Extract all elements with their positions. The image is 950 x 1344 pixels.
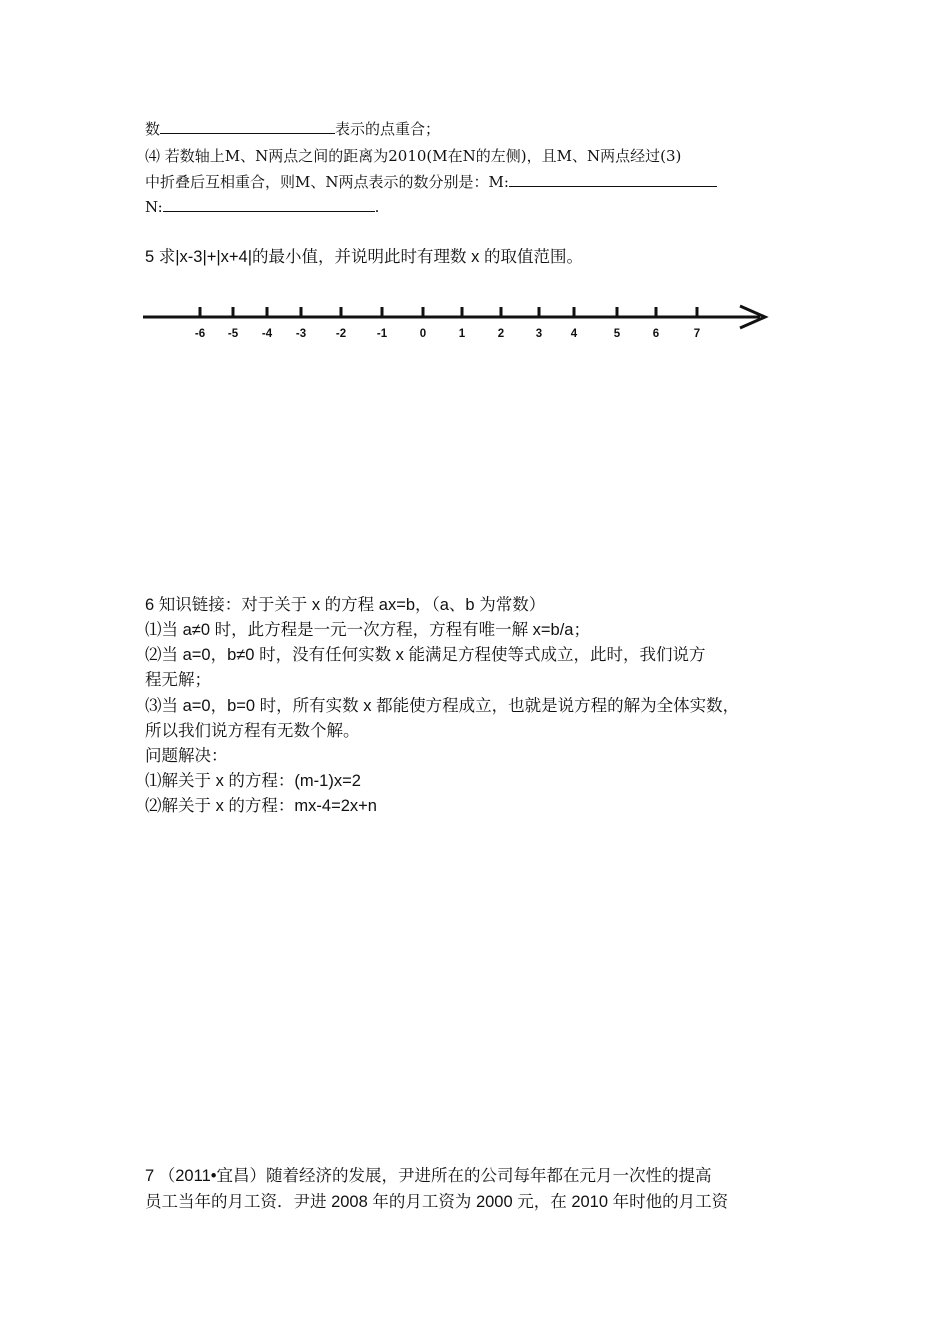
part3-prefix: 数 xyxy=(145,120,161,138)
n-label: N: xyxy=(145,198,163,216)
tick-label: -1 xyxy=(376,328,388,340)
m-answer-blank[interactable] xyxy=(509,172,717,187)
tick-label: 7 xyxy=(693,328,701,340)
tick-label: -5 xyxy=(227,328,239,340)
question-5-text: 5 求|x-3|+|x+4|的最小值，并说明此时有理数 x 的取值范围。 xyxy=(145,248,583,266)
part3-suffix: 表示的点重合； xyxy=(335,120,441,138)
n-answer-blank[interactable] xyxy=(163,197,375,212)
tick-label: 3 xyxy=(535,328,543,340)
question-6-case-1: ⑴当 a≠0 时，此方程是一元一次方程，方程有唯一解 x=b/a； xyxy=(145,621,590,639)
part4-line2 xyxy=(145,171,717,192)
tick-label: 4 xyxy=(570,328,578,340)
tick-label: -3 xyxy=(295,328,307,340)
tick-label: -2 xyxy=(335,328,347,340)
part4-line1: ⑷ 若数轴上M、N两点之间的距离为2010(M在N的左侧)，且M、N两点经过(3) xyxy=(145,147,682,165)
question-6-solve-title: 问题解决： xyxy=(145,747,228,765)
number-line xyxy=(140,298,780,348)
tick-label: -6 xyxy=(194,328,206,340)
question-6-case-3a: ⑶当 a=0，b=0 时，所有实数 x 都能使方程成立，也就是说方程的解为全体实数， xyxy=(145,697,740,715)
tick-label: 1 xyxy=(458,328,466,340)
question-7-line1: 7 （2011•宜昌）随着经济的发展，尹进所在的公司每年都在元月一次性的提高 xyxy=(145,1167,712,1185)
part4-end-period: . xyxy=(374,198,380,216)
tick-label: -4 xyxy=(261,328,273,340)
question-6-case-2b: 程无解； xyxy=(145,671,211,689)
part3-answer-line xyxy=(145,118,440,139)
number-line-labels xyxy=(195,328,700,340)
part3-answer-blank[interactable] xyxy=(160,119,335,134)
question-7-line2: 员工当年的月工资．尹进 2008 年的月工资为 2000 元，在 2010 年时他的月工资 xyxy=(145,1193,729,1211)
question-6-intro: 6 知识链接：对于关于 x 的方程 ax=b，（a、b 为常数） xyxy=(145,596,546,614)
tick-label: 5 xyxy=(613,328,621,340)
tick-label: 0 xyxy=(419,328,427,340)
question-6-solve-1: ⑴解关于 x 的方程：(m-1)x=2 xyxy=(145,772,361,790)
part4-question-text: 中折叠后互相重合，则M、N两点表示的数分别是：M: xyxy=(145,173,509,191)
part4-line3 xyxy=(145,197,379,216)
question-6-solve-2: ⑵解关于 x 的方程：mx-4=2x+n xyxy=(145,797,377,815)
question-6-case-3b: 所以我们说方程有无数个解。 xyxy=(145,722,360,740)
question-6-case-2a: ⑵当 a=0，b≠0 时，没有任何实数 x 能满足方程使等式成立，此时，我们说方 xyxy=(145,646,706,664)
tick-label: 2 xyxy=(497,328,505,340)
tick-label: 6 xyxy=(652,328,660,340)
